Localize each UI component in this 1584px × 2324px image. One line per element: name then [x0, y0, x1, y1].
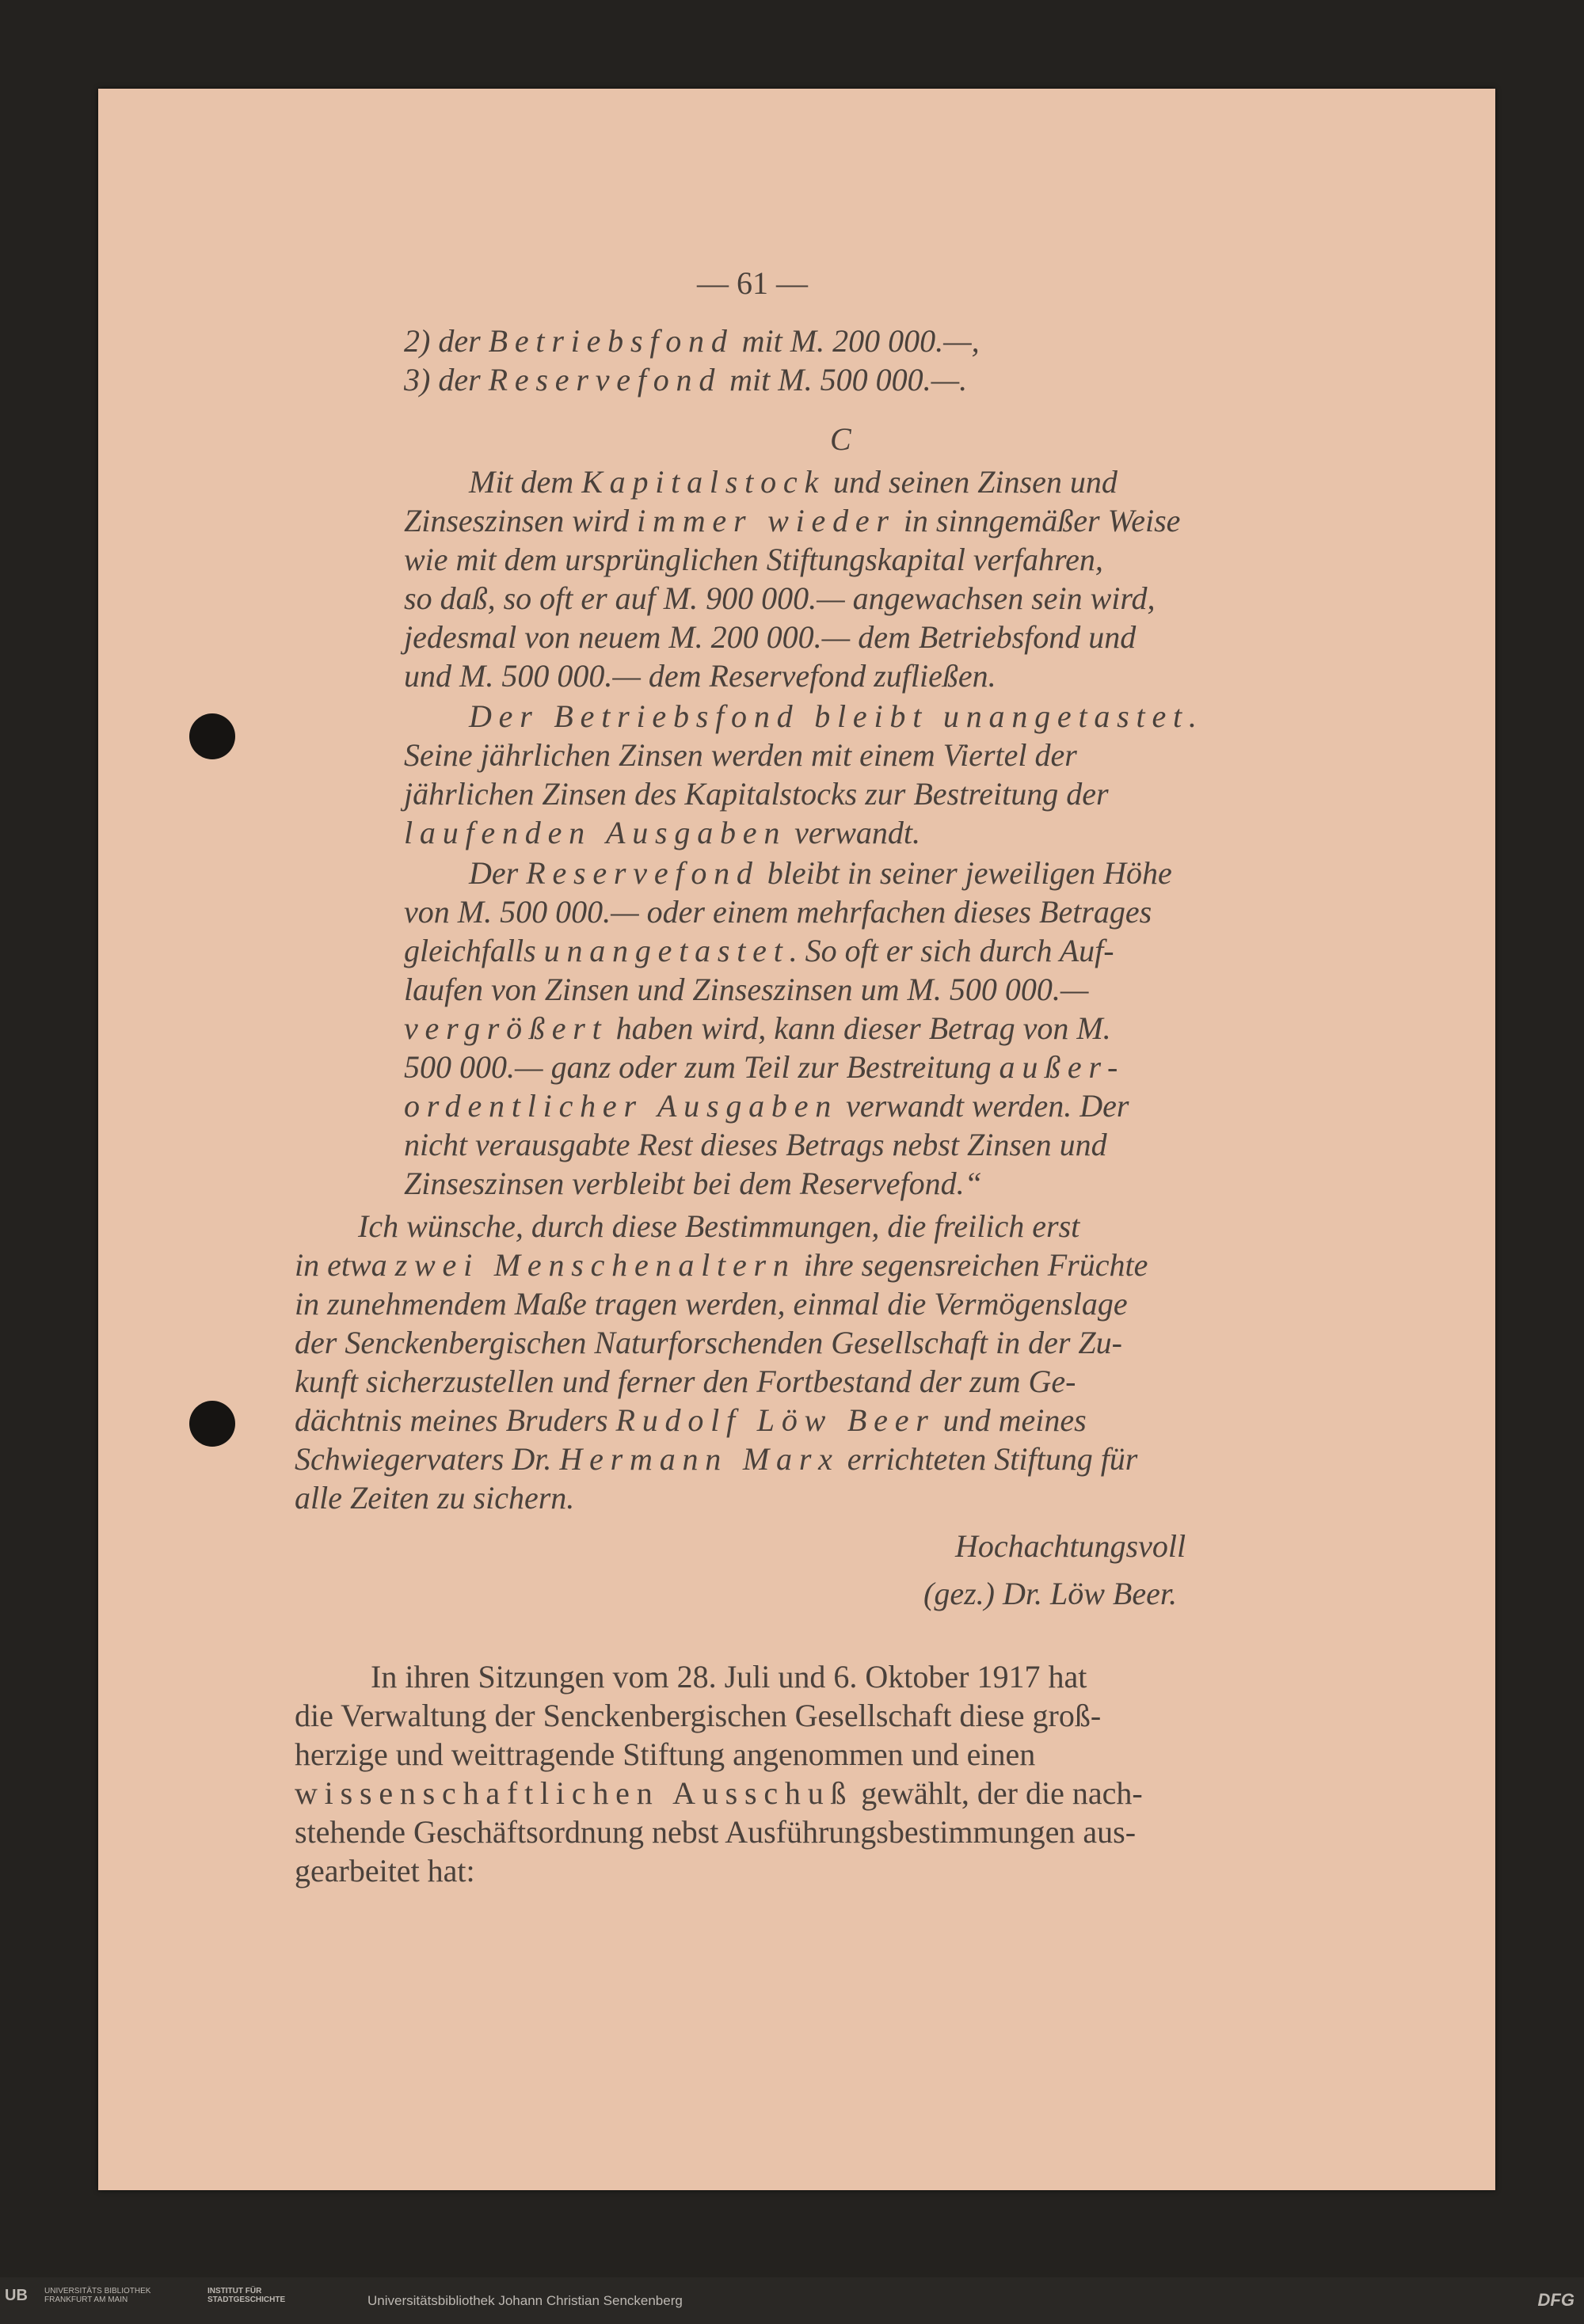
para4-line-7: Schwiegervaters Dr. Hermann Marx errichteten Stiftung für	[295, 1441, 1138, 1477]
para5-line-4: wissenschaftlichen Ausschuß gewählt, der die nach-	[295, 1775, 1143, 1811]
para1-line-3: wie mit dem ursprünglichen Stiftungskapital verfahren,	[404, 542, 1103, 577]
paragraph-2	[404, 697, 1275, 852]
ub-logo[interactable]: UB	[5, 2287, 28, 2304]
para3-line-8: nicht verausgabte Rest dieses Betrags nebst Zinsen und	[404, 1127, 1107, 1162]
para1-line-4: so daß, so oft er auf M. 900 000.— angewachsen sein wird,	[404, 580, 1156, 616]
para3-line-2: von M. 500 000.— oder einem mehrfachen dieses Betrages	[404, 894, 1152, 930]
paragraph-1	[404, 462, 1275, 695]
paragraph-3	[404, 854, 1275, 1203]
para1-line-1: Mit dem Kapitalstock und seinen Zinsen und	[469, 464, 1118, 500]
para3-line-9: Zinseszinsen verbleibt bei dem Reservefond.“	[404, 1166, 982, 1201]
para2-line-3: jährlichen Zinsen des Kapitalstocks zur Bestreitung der	[404, 776, 1109, 812]
section-letter: C	[830, 421, 851, 457]
para4-line-5: kunft sicherzustellen und ferner den Fortbestand der zum Ge-	[295, 1364, 1076, 1399]
dfg-logo[interactable]: DFG	[1537, 2290, 1574, 2310]
para2-line-4: laufenden Ausgaben verwandt.	[404, 815, 921, 850]
para4-line-6: dächtnis meines Bruders Rudolf Löw Beer und meines	[295, 1402, 1087, 1438]
para5-line-3: herzige und weittragende Stiftung angenommen und einen	[295, 1736, 1036, 1772]
para3-line-3: gleichfalls unangetastet. So oft er sich durch Auf-	[404, 933, 1114, 968]
para5-line-1: In ihren Sitzungen vom 28. Juli und 6. Oktober 1917 hat	[371, 1659, 1087, 1695]
closing-salutation: Hochachtungsvoll	[955, 1528, 1186, 1564]
signature: (gez.) Dr. Löw Beer.	[923, 1576, 1177, 1611]
isg-logo[interactable]: INSTITUT FÜR STADTGESCHICHTE	[208, 2287, 286, 2304]
para5-line-2: die Verwaltung der Senckenbergischen Gesellschaft diese groß-	[295, 1698, 1102, 1733]
paragraph-5	[295, 1657, 1277, 1890]
para1-line-5: jedesmal von neuem M. 200 000.— dem Betriebsfond und	[404, 619, 1137, 655]
para5-line-6: gearbeitet hat:	[295, 1853, 475, 1888]
footer-bar	[0, 2277, 1584, 2324]
para4-line-1: Ich wünsche, durch diese Bestimmungen, die freilich erst	[358, 1208, 1080, 1244]
para3-line-7: ordentlicher Ausgaben verwandt werden. Der	[404, 1088, 1129, 1124]
list-item-2: 2) der Betriebsfond mit M. 200 000.—,	[404, 323, 980, 359]
punch-hole-bottom	[189, 1401, 235, 1447]
page-number: — 61 —	[697, 265, 808, 301]
para5-line-5: stehende Geschäftsordnung nebst Ausführungsbestimmungen aus-	[295, 1814, 1137, 1850]
punch-hole-top	[189, 713, 235, 759]
footer-library-name: Universitätsbibliothek Johann Christian Senckenberg	[367, 2293, 683, 2308]
para3-line-5: vergrößert haben wird, kann dieser Betrag von M.	[404, 1010, 1111, 1046]
para4-line-3: in zunehmendem Maße tragen werden, einmal die Vermögenslage	[295, 1286, 1128, 1322]
para2-line-2: Seine jährlichen Zinsen werden mit einem Viertel der	[404, 737, 1077, 773]
para4-line-8: alle Zeiten zu sichern.	[295, 1480, 575, 1516]
para2-line-1: Der Betriebsfond bleibt unangetastet.	[469, 698, 1204, 734]
para3-line-1: Der Reservefond bleibt in seiner jeweiligen Höhe	[469, 855, 1172, 891]
para1-line-6: und M. 500 000.— dem Reservefond zufließen.	[404, 658, 996, 694]
paragraph-4	[295, 1207, 1277, 1517]
ub-logo-subtitle: UNIVERSITÄTS BIBLIOTHEK FRANKFURT AM MAIN	[44, 2287, 151, 2304]
list-item-3: 3) der Reservefond mit M. 500 000.—.	[404, 362, 968, 397]
para1-line-2: Zinseszinsen wird immer wieder in sinngemäßer Weise	[404, 503, 1181, 538]
para4-line-2: in etwa zwei Menschenaltern ihre segensreichen Früchte	[295, 1247, 1148, 1283]
para4-line-4: der Senckenbergischen Naturforschenden Gesellschaft in der Zu-	[295, 1325, 1122, 1360]
para3-line-4: laufen von Zinsen und Zinseszinsen um M. 500 000.—	[404, 972, 1089, 1007]
para3-line-6: 500 000.— ganz oder zum Teil zur Bestreitung außer-	[404, 1049, 1125, 1085]
